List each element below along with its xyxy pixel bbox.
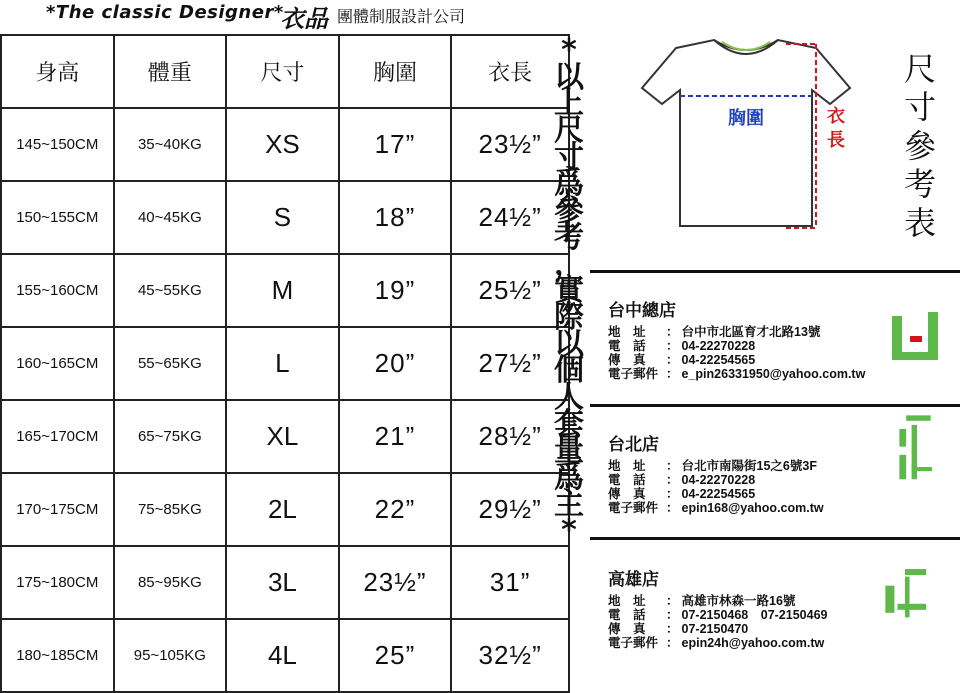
weight-cell: 45~55KG xyxy=(114,254,227,327)
weight-cell: 85~95KG xyxy=(114,546,227,619)
note-char: * xyxy=(561,33,577,68)
height-cell: 170~175CM xyxy=(1,473,114,546)
height-cell: 155~160CM xyxy=(1,254,114,327)
note-char: 人 xyxy=(554,379,584,415)
weight-cell: 35~40KG xyxy=(114,108,227,181)
height-cell: 160~165CM xyxy=(1,327,114,400)
table-row xyxy=(1,327,569,400)
reference-note xyxy=(547,33,591,666)
column-header-length: 衣長 xyxy=(451,35,569,108)
table-row xyxy=(1,181,569,254)
table-header-row xyxy=(1,35,569,108)
weight-cell: 95~105KG xyxy=(114,619,227,692)
store-email: 電子郵件 ： epin168@yahoo.com.tw xyxy=(608,501,824,515)
note-char: 上 xyxy=(554,86,584,122)
chest-cell: 19” xyxy=(339,254,452,327)
size-chart-title xyxy=(900,50,940,242)
length-cell: 29½” xyxy=(451,473,569,546)
note-char: 以 xyxy=(554,59,584,95)
table-row xyxy=(1,254,569,327)
store-name: 高雄店 xyxy=(608,570,659,589)
column-header-weight: 體重 xyxy=(114,35,227,108)
length-cell: 32½” xyxy=(451,619,569,692)
note-char: 量 xyxy=(554,433,584,469)
header xyxy=(0,0,600,33)
store-phone: 電 話 ： 04-22270228 xyxy=(608,473,756,487)
note-char: 以 xyxy=(554,326,584,362)
title-char: 參 xyxy=(903,126,936,165)
weight-cell: 55~65KG xyxy=(114,327,227,400)
size-cell: 4L xyxy=(226,619,339,692)
store-fax: 傳 真 ： 07-2150470 xyxy=(608,622,749,636)
store-address: 地 址 ： 台中市北區育才北路13號 xyxy=(608,325,821,339)
height-cell: 150~155CM xyxy=(1,181,114,254)
note-char: ， xyxy=(554,246,584,282)
store-taipei xyxy=(608,430,908,515)
store-phone: 電 話 ： 04-22270228 xyxy=(608,339,756,353)
table-row xyxy=(1,473,569,546)
size-cell: 3L xyxy=(226,546,339,619)
store-kaohsiung xyxy=(608,565,908,650)
divider xyxy=(590,537,960,540)
length-cell: 23½” xyxy=(451,108,569,181)
length-cell: 24½” xyxy=(451,181,569,254)
note-char: 尺 xyxy=(554,113,584,149)
weight-cell: 65~75KG xyxy=(114,400,227,473)
note-char: 爲 xyxy=(554,460,584,495)
note-char: 寸 xyxy=(554,139,584,175)
chest-cell: 25” xyxy=(339,619,452,692)
note-char: 套 xyxy=(554,406,584,442)
store-name: 台中總店 xyxy=(608,301,676,320)
divider xyxy=(590,270,960,273)
company-slogan: 團體制服設計公司 xyxy=(337,7,466,26)
note-char: 個 xyxy=(554,353,584,389)
note-char: 主 xyxy=(554,486,584,522)
chest-cell: 23½” xyxy=(339,546,452,619)
tshirt-diagram xyxy=(636,34,856,234)
table-row xyxy=(1,108,569,181)
map-taichung xyxy=(888,306,942,374)
length-label-line1: 衣 xyxy=(827,106,845,127)
title-char: 寸 xyxy=(903,88,936,127)
weight-cell: 40~45KG xyxy=(114,181,227,254)
map-taipei xyxy=(888,414,942,482)
height-cell: 175~180CM xyxy=(1,546,114,619)
length-cell: 31” xyxy=(451,546,569,619)
chest-cell: 20” xyxy=(339,327,452,400)
note-char: 考 xyxy=(554,219,584,255)
column-header-height: 身高 xyxy=(1,35,114,108)
divider xyxy=(590,404,960,407)
store-name: 台北店 xyxy=(608,435,659,454)
table-row xyxy=(1,400,569,473)
title-char: 尺 xyxy=(903,50,936,88)
size-cell: XS xyxy=(226,108,339,181)
store-fax: 傳 真 ： 04-22254565 xyxy=(608,353,756,367)
map-kaohsiung xyxy=(878,566,932,634)
store-address: 地 址 ： 台北市南陽街15之6號3F xyxy=(608,459,817,473)
length-cell: 27½” xyxy=(451,327,569,400)
store-taichung xyxy=(608,296,908,381)
store-phone: 電 話 ： 07-2150468 07-2150469 xyxy=(608,608,828,622)
note-char: * xyxy=(561,513,577,549)
tshirt-icon xyxy=(642,40,850,226)
length-cell: 25½” xyxy=(451,254,569,327)
weight-cell: 75~85KG xyxy=(114,473,227,546)
size-cell: XL xyxy=(226,400,339,473)
store-email: 電子郵件 ： epin24h@yahoo.com.tw xyxy=(608,636,825,650)
column-header-size: 尺寸 xyxy=(226,35,339,108)
brand-logo: 衣品 xyxy=(280,5,328,33)
length-label-line2: 長 xyxy=(827,130,845,151)
chest-label: 胸圍 xyxy=(728,108,764,129)
note-char: 際 xyxy=(554,299,584,335)
size-cell: L xyxy=(226,327,339,400)
chest-cell: 21” xyxy=(339,400,452,473)
size-cell: M xyxy=(226,254,339,327)
table-row xyxy=(1,546,569,619)
chest-cell: 18” xyxy=(339,181,452,254)
length-cell: 28½” xyxy=(451,400,569,473)
store-email: 電子郵件 ： e_pin26331950@yahoo.com.tw xyxy=(608,367,866,381)
title-char: 考 xyxy=(903,165,936,204)
title-char: 表 xyxy=(903,203,936,242)
chest-cell: 17” xyxy=(339,108,452,181)
chest-cell: 22” xyxy=(339,473,452,546)
size-table xyxy=(0,34,570,693)
size-cell: S xyxy=(226,181,339,254)
store-fax: 傳 真 ： 04-22254565 xyxy=(608,487,756,501)
height-cell: 180~185CM xyxy=(1,619,114,692)
column-header-chest: 胸圍 xyxy=(339,35,452,108)
store-address: 地 址 ： 高雄市林森一路16號 xyxy=(608,594,796,608)
height-cell: 145~150CM xyxy=(1,108,114,181)
note-char: 實 xyxy=(554,273,584,309)
size-cell: 2L xyxy=(226,473,339,546)
height-cell: 165~170CM xyxy=(1,400,114,473)
note-char: 參 xyxy=(554,193,584,229)
brand-tagline: *The classic Designer* xyxy=(46,2,284,23)
table-row xyxy=(1,619,569,692)
note-char: 爲 xyxy=(554,166,584,202)
